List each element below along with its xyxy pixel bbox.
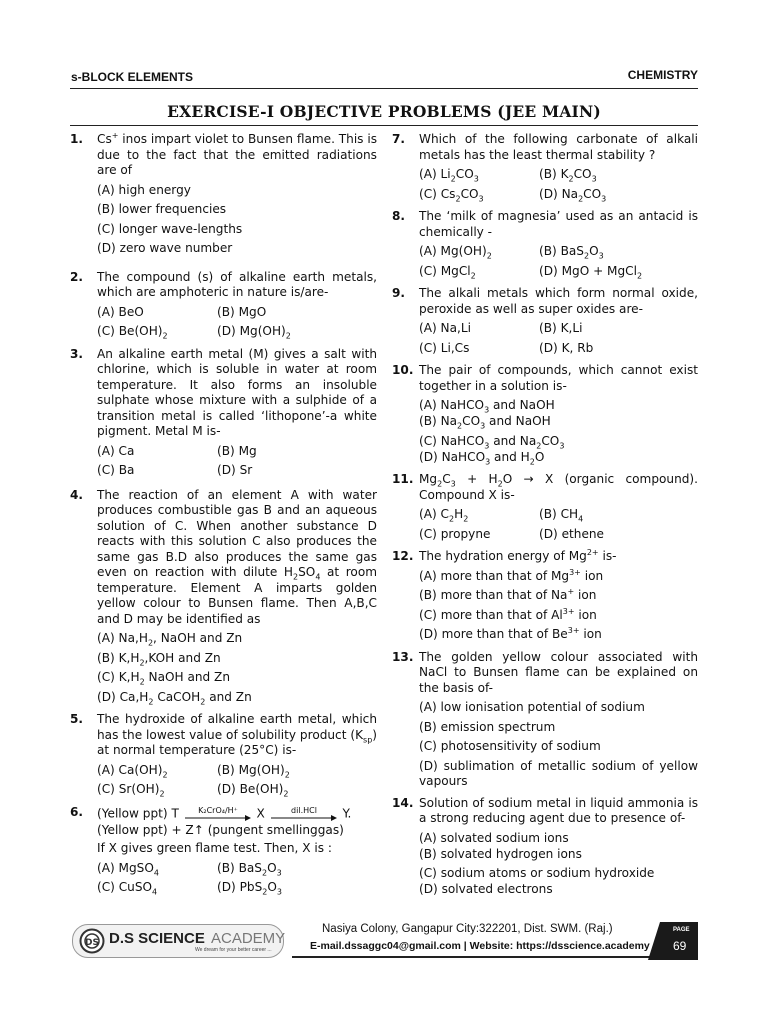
option-c: (C) sodium atoms or sodium hydroxide (419, 866, 655, 880)
option-b: (B) K,Li (539, 321, 583, 335)
option-a: (A) $Na,H_2$, NaOH and Zn (97, 631, 243, 648)
option-b: (B) emission spectrum (419, 719, 556, 734)
option-a: (A) solvated sodium ions (419, 830, 569, 845)
left-column (70, 132, 377, 903)
option-row (97, 323, 377, 343)
options (419, 166, 698, 205)
option-c: (C) $K,H_2$ NaOH and Zn (97, 670, 231, 687)
question-number: 8. (392, 209, 406, 223)
option-c: (C) $Cs_2CO_3$ (419, 186, 484, 203)
footer-contact: E-mail.dssaggc04@gmail.com | Website: https://dsscience.academy (310, 940, 650, 952)
question-number: 1. (70, 132, 84, 146)
option-a: (A) MgSO$_4$ (97, 860, 159, 877)
question-text: The golden yellow colour associated with NaCl to Bunsen flame can be explained on the basis of- (419, 649, 698, 695)
right-column (392, 132, 698, 905)
options (97, 182, 377, 260)
option-b: (B) MgO (217, 304, 267, 319)
question-6 (70, 805, 377, 899)
footer (70, 922, 698, 960)
option-row (419, 320, 698, 340)
option-row (419, 719, 698, 739)
option-row (97, 860, 377, 880)
question-number: 4. (70, 487, 84, 502)
option-b: (B) more than that of Na+ ion (419, 586, 597, 602)
option-row (97, 879, 377, 899)
question-text: (Yellow ppt) T K₂CrO₄/H⁺ X dil.HCl Y. (Yellow ppt) + Z↑ (pungent smellinggas) If X gives green flame test. Then, X is : (97, 805, 352, 855)
option-row (419, 699, 698, 719)
question-1 (70, 132, 377, 260)
question-3 (70, 347, 377, 482)
option-c: (C) NaHCO$_3$ and $Na_2CO_3$ (419, 433, 565, 450)
options (97, 443, 377, 482)
question-text: The reaction of an element A with water produces combustible gas B and an aqueous solution of C. When another substance D reacts with this solution C also produces the same gas B.D also produces the same gas even on reaction with dilute $H_2SO_4$ at room temperature. Element A imparts golden yellow colour to Bunsen flame. Then A,B,C and D may be identified as (97, 487, 377, 626)
option-row (97, 650, 377, 670)
options (97, 762, 377, 801)
option-row (419, 506, 698, 526)
header-subject-left: s-BLOCK ELEMENTS (71, 70, 194, 84)
option-d: (D) $Be(OH)_2$ (217, 782, 289, 799)
question-number: 6. (70, 804, 84, 819)
question-number: 11. (392, 472, 414, 486)
question-number: 9. (392, 286, 406, 300)
option-b: (B) $BaS_2O_3$ (539, 244, 604, 261)
options (97, 860, 377, 899)
logo-brand-text: D.S SCIENCE (109, 930, 205, 947)
option-a: (A) NaHCO$_3$ and NaOH (419, 398, 555, 415)
question-text: The ‘milk of magnesia’ used as an antacid is chemically - (419, 209, 698, 239)
option-row (419, 433, 698, 449)
footer-logo (72, 924, 284, 958)
logo-emblem-icon (79, 928, 105, 954)
option-c: (C) Li,Cs (419, 340, 470, 355)
reaction-arrow-icon (269, 805, 339, 823)
option-row (419, 587, 698, 607)
options (419, 568, 698, 646)
option-c: (C) CuSO$_4$ (97, 880, 158, 897)
option-a: (A) $Mg(OH)_2$ (419, 244, 492, 261)
question-2 (70, 270, 377, 343)
options (97, 304, 377, 343)
option-row (97, 304, 377, 324)
option-row (419, 758, 698, 792)
option-c: (C) $Be(OH)_2$ (97, 324, 168, 341)
question-text: The pair of compounds, which cannot exist together in a solution is- (419, 363, 698, 393)
option-row (419, 881, 698, 901)
option-row (97, 762, 377, 782)
option-b: (B) $K,H_2,KOH$ and Zn (97, 650, 221, 667)
question-4 (70, 488, 377, 709)
question-text: Solution of sodium metal in liquid ammonia is a strong reducing agent due to presence of- (419, 795, 698, 825)
option-d: (D) more than that of $Be^{3+}$ ion (419, 625, 602, 641)
question-number: 13. (392, 649, 414, 664)
question-10 (392, 363, 698, 468)
option-c: (C) photosensitivity of sodium (419, 739, 601, 753)
option-b: (B) Mg (217, 443, 257, 458)
option-b: (B) $Mg(OH)_2$ (217, 762, 290, 779)
svg-text:DS: DS (85, 938, 99, 948)
title-rule (70, 125, 698, 126)
option-c: (C) Ba (97, 463, 135, 477)
footer-address: Nasiya Colony, Gangapur City:322201, Dist. SWM. (Raj.) (322, 923, 613, 935)
question-14 (392, 796, 698, 901)
option-row (419, 865, 698, 881)
option-row (419, 607, 698, 627)
option-a: (A) high energy (97, 182, 191, 197)
option-d: (D) sublimation of metallic sodium of yellow vapours (419, 758, 698, 788)
options (419, 506, 698, 545)
option-row (419, 626, 698, 646)
question-11 (392, 472, 698, 545)
option-d: (D) $Na_2CO_3$ (539, 186, 607, 203)
option-d: (D) Sr (217, 463, 253, 477)
option-a: (A) Na,Li (419, 321, 471, 335)
question-number: 5. (70, 712, 84, 726)
logo-tagline: We dream for your better career ... (195, 947, 272, 953)
option-d: (D) zero wave number (97, 241, 233, 255)
option-row (97, 781, 377, 801)
logo-academy-text: ACADEMY (211, 930, 286, 947)
option-d: (D) solvated electrons (419, 882, 553, 896)
option-row (97, 462, 377, 482)
option-row (97, 182, 377, 202)
option-c: (C) longer wave-lengths (97, 221, 243, 236)
option-a: (A) more than that of $Mg^{3+}$ ion (419, 567, 604, 583)
question-7 (392, 132, 698, 205)
option-row (97, 630, 377, 650)
option-row (419, 568, 698, 588)
options (419, 243, 698, 282)
option-row (419, 397, 698, 413)
option-b: (B) lower frequencies (97, 202, 227, 216)
reaction-arrow-icon (183, 805, 253, 823)
option-row (419, 526, 698, 546)
option-c: (C) propyne (419, 526, 491, 541)
options (419, 320, 698, 359)
option-row (419, 186, 698, 206)
option-row (419, 449, 698, 469)
question-12 (392, 549, 698, 646)
question-8 (392, 209, 698, 282)
option-row (419, 413, 698, 433)
question-5 (70, 712, 377, 801)
options (419, 699, 698, 792)
option-b: (B) $K_2CO_3$ (539, 167, 597, 184)
question-text: The hydration energy of $Mg^{2+}$ is- (419, 547, 617, 563)
option-a: (A) $C_2H_2$ (419, 507, 469, 524)
option-d: (D) $Mg(OH)_2$ (217, 324, 291, 341)
option-row (419, 830, 698, 846)
header-rule (70, 88, 698, 89)
option-row (419, 846, 698, 866)
question-9 (392, 286, 698, 359)
option-c: (C) more than that of $Al^{3+}$ ion (419, 606, 597, 622)
option-a: (A) $Li_2CO_3$ (419, 167, 479, 184)
option-d: (D) NaHCO$_3$ and $H_2O$ (419, 449, 545, 466)
option-d: (D) K, Rb (539, 340, 594, 355)
options (419, 830, 698, 901)
question-13 (392, 650, 698, 792)
page-title: EXERCISE-I OBJECTIVE PROBLEMS (JEE MAIN) (167, 102, 601, 121)
option-a: (A) BeO (97, 304, 144, 319)
option-row (419, 340, 698, 360)
option-d: (D) MgO + MgCl$_2$ (539, 263, 643, 280)
question-number: 14. (392, 795, 414, 810)
question-number: 12. (392, 549, 414, 563)
option-row (97, 669, 377, 689)
option-row (97, 201, 377, 221)
option-c: (C) MgCl$_2$ (419, 263, 476, 280)
question-text: The compound (s) of alkaline earth metals, which are amphoteric in nature is/are- (97, 269, 377, 299)
option-row (419, 166, 698, 186)
option-d: (D) ethene (539, 526, 604, 541)
option-a: (A) low ionisation potential of sodium (419, 700, 645, 714)
option-row (97, 443, 377, 463)
svg-text:K₂CrO₄/H⁺: K₂CrO₄/H⁺ (197, 805, 238, 815)
question-text: The hydroxide of alkaline earth metal, which has the lowest value of solubility product $(K_{sp})$ at normal temperature (25°C) is- (97, 712, 377, 757)
options (97, 630, 377, 708)
question-number: 10. (392, 363, 414, 377)
question-text: $Mg_2C_3 + H_2O \to X$ (organic compound). Compound X is- (419, 472, 698, 502)
question-text: The alkali metals which form normal oxide, peroxide as well as super oxides are- (419, 286, 698, 316)
option-row (97, 689, 377, 709)
option-row (419, 263, 698, 283)
page-label: PAGE (673, 927, 690, 933)
question-number: 2. (70, 269, 84, 284)
question-text: An alkaline earth metal (M) gives a salt with chlorine, which is soluble in water at room temperature. It also forms an insoluble sulphate whose mixture with a sulphide of a transition metal is called ‘lithopone’-a white pigment. Metal M is- (97, 346, 377, 438)
question-number: 3. (70, 346, 84, 361)
option-c: (C) $Sr(OH)_2$ (97, 782, 165, 799)
options (419, 397, 698, 468)
option-b: (B) $Na_2CO_3$ and NaOH (419, 414, 551, 431)
page-number: 69 (673, 939, 687, 953)
option-row (97, 221, 377, 241)
option-b: (B) $BaS_2O_3$ (217, 860, 282, 877)
option-row (419, 738, 698, 758)
option-row (419, 243, 698, 263)
question-text: Cs+ inos impart violet to Bunsen flame. This is due to the fact that the emitted radiations are of (97, 130, 377, 177)
option-a: (A) $Ca(OH)_2$ (97, 762, 168, 779)
header-subject-right: CHEMISTRY (627, 68, 698, 82)
option-d: (D) $Ca,H_2$ CaCOH$_2$ and Zn (97, 689, 252, 706)
footer-bar-line (292, 956, 658, 958)
option-a: (A) Ca (97, 443, 135, 458)
option-b: (B) solvated hydrogen ions (419, 846, 582, 861)
option-row (97, 240, 377, 260)
option-d: (D) $PbS_2O_3$ (217, 880, 282, 897)
question-number: 7. (392, 132, 406, 146)
option-b: (B) $CH_4$ (539, 507, 584, 524)
svg-text:dil.HCl: dil.HCl (290, 805, 317, 815)
question-text: Which of the following carbonate of alkali metals has the least thermal stability ? (419, 132, 698, 162)
